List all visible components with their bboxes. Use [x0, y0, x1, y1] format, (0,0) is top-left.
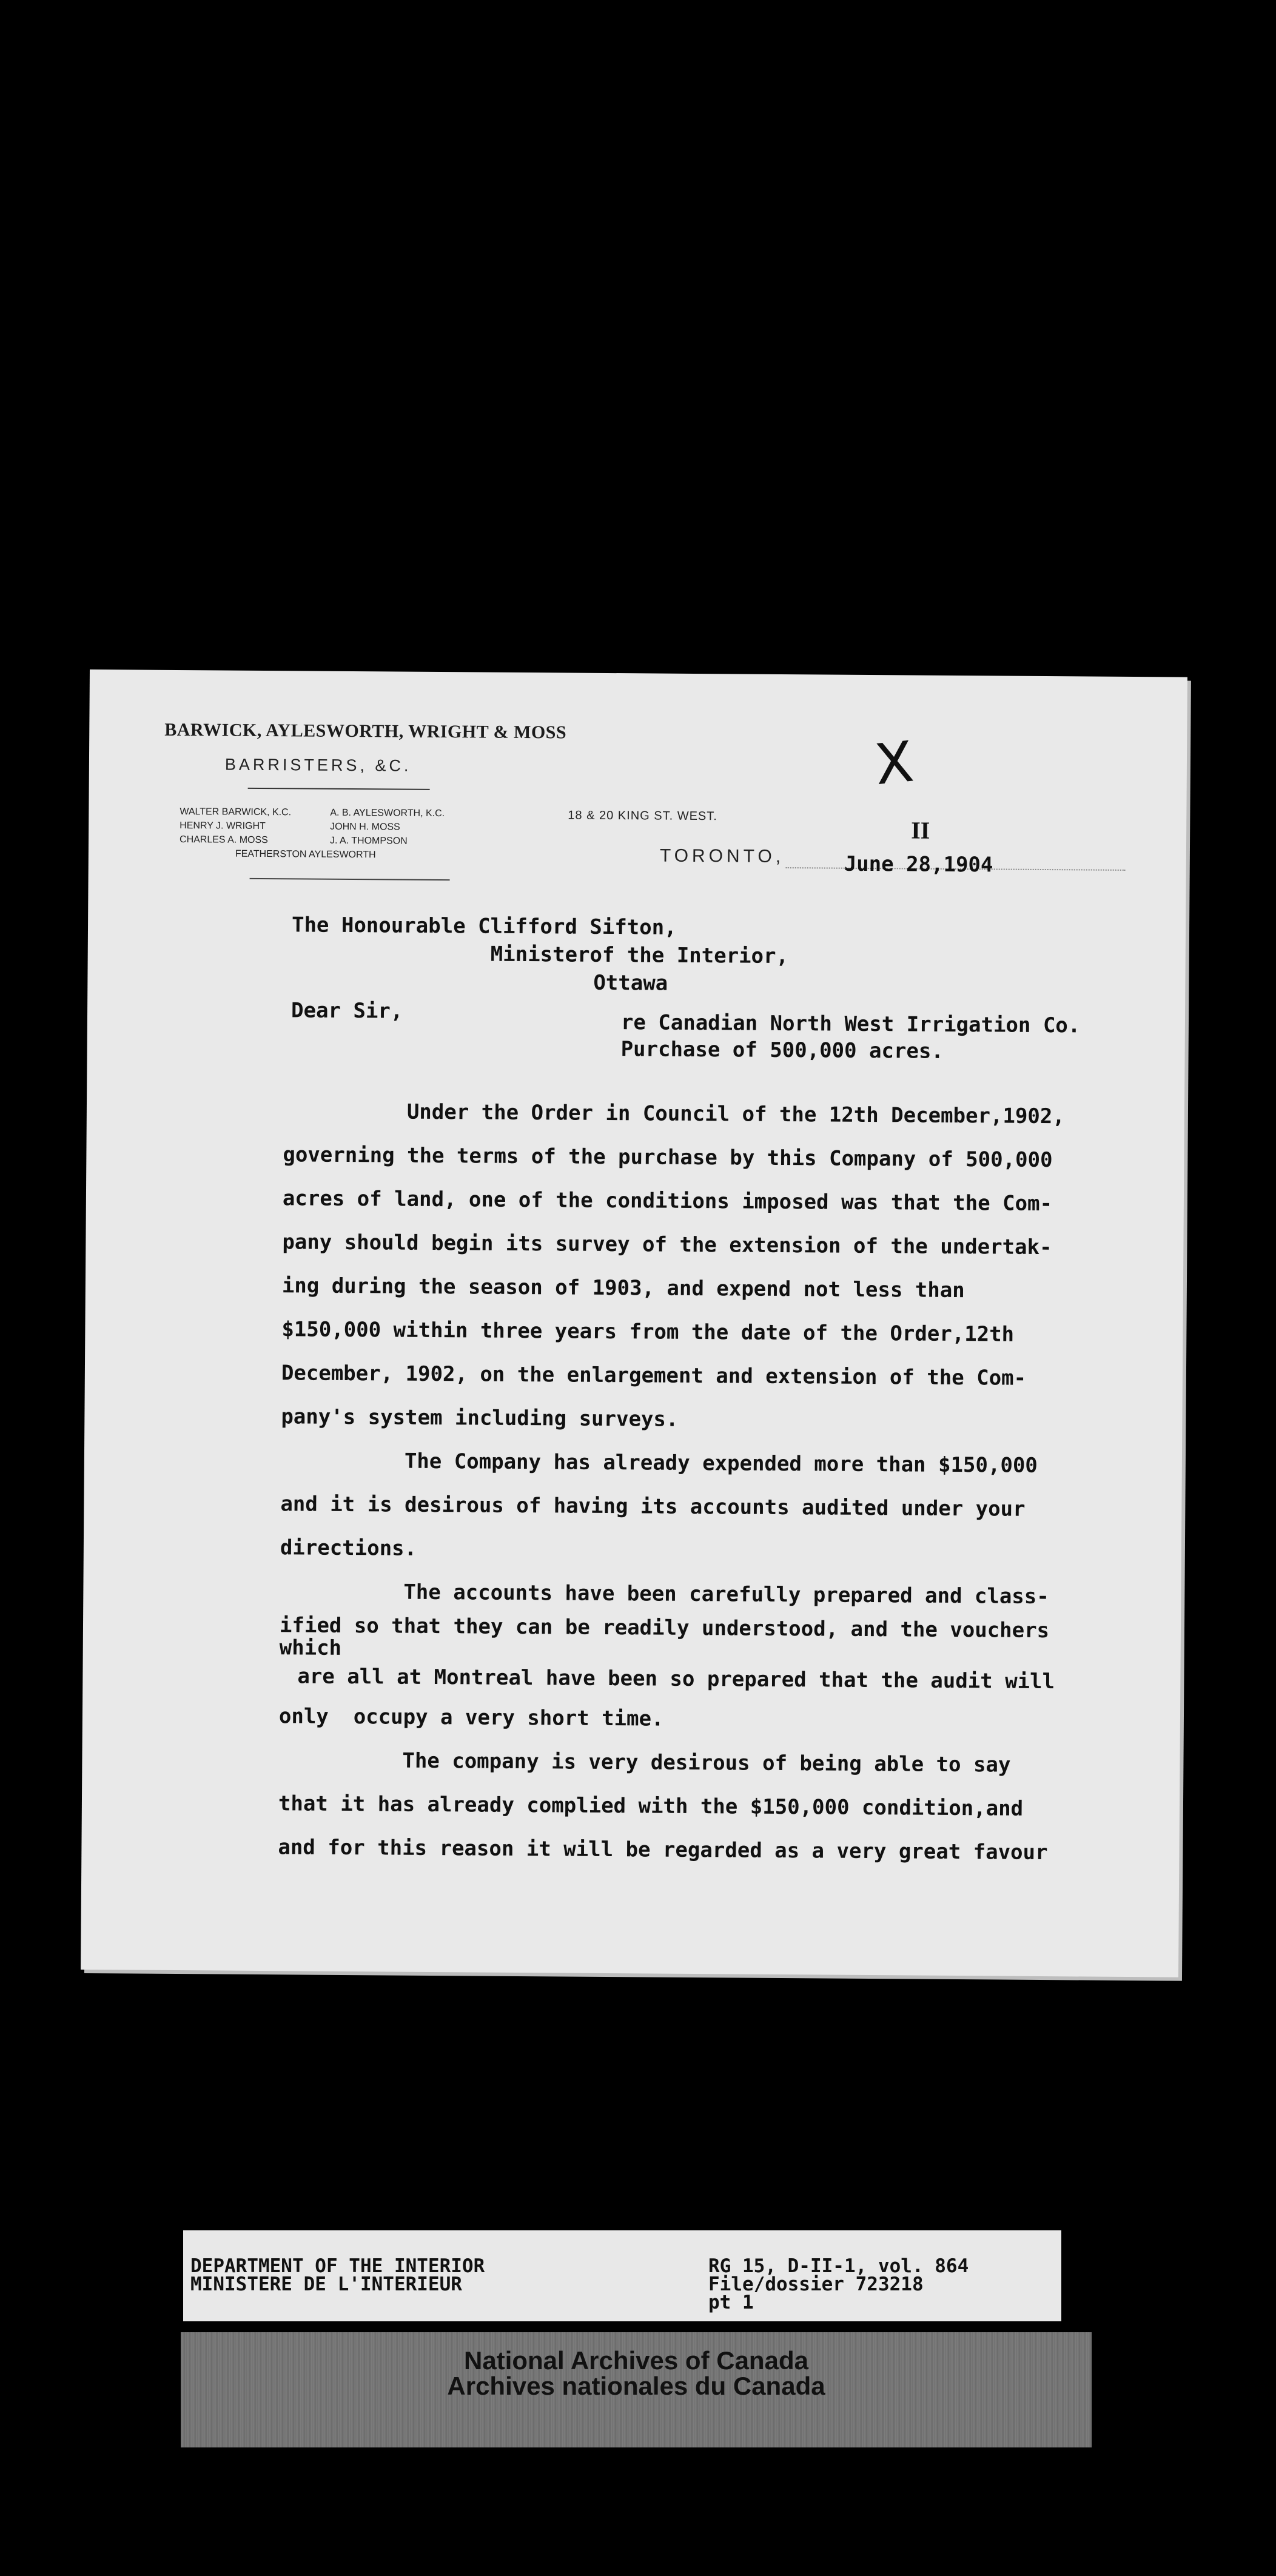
- body-line: pany's system including surveys.: [281, 1404, 679, 1432]
- partner-name: FEATHERSTON AYLESWORTH: [235, 848, 376, 860]
- body-line: acres of land, one of the conditions imposed was that the Com-: [282, 1186, 1053, 1216]
- letterhead-firm-name: BARWICK, AYLESWORTH, WRIGHT & MOSS: [164, 719, 567, 743]
- body-line: and it is desirous of having its accounts audited under your: [280, 1492, 1026, 1521]
- body-line: $150,000 within three years from the date of the Order,12th: [281, 1317, 1015, 1347]
- letterhead-rule: [248, 788, 430, 790]
- partner-name: J. A. THOMPSON: [329, 835, 408, 847]
- addressee-line: Ottawa: [593, 970, 668, 996]
- letterhead-address: 18 & 20 KING ST. WEST.: [568, 808, 717, 823]
- partner-name: JOHN H. MOSS: [330, 821, 400, 833]
- stamp-dept-en: DEPARTMENT OF THE INTERIOR: [190, 2255, 485, 2277]
- archives-name-en: National Archives of Canada: [464, 2346, 808, 2375]
- letterhead-partners: [180, 805, 508, 863]
- partner-name: HENRY J. WRIGHT: [180, 820, 266, 832]
- body-line-insertion: which: [279, 1635, 342, 1660]
- letterhead-city: TORONTO,: [659, 845, 785, 867]
- stamp-ref: RG 15, D-II-1, vol. 864: [708, 2255, 969, 2277]
- stamp-part: pt 1: [708, 2292, 754, 2313]
- handwritten-x-mark: X: [871, 729, 917, 798]
- body-line: The accounts have been carefully prepared and class-: [403, 1580, 1049, 1609]
- letter-body: [278, 1089, 1126, 1875]
- body-line: ing during the season of 1903, and expend not less than: [281, 1273, 965, 1303]
- body-line: The Company has already expended more than $150,000: [404, 1449, 1038, 1478]
- partner-name: WALTER BARWICK, K.C.: [180, 807, 292, 818]
- letter-date: June 28,1904: [844, 851, 993, 877]
- body-line: are all at Montreal have been so prepared that the audit will: [297, 1664, 1055, 1694]
- stamp-department: [190, 2257, 485, 2293]
- addressee-block: [291, 911, 788, 998]
- letterhead-rule: [250, 878, 450, 880]
- archive-reference-stamp: [183, 2230, 1061, 2321]
- re-line: Purchase of 500,000 acres.: [620, 1037, 944, 1064]
- archives-name-fr: Archives nationales du Canada: [447, 2372, 825, 2400]
- re-block: [620, 1009, 1080, 1065]
- body-line: directions.: [280, 1535, 417, 1561]
- body-line: ified so that they can be readily understood, and the vouchers: [279, 1613, 1050, 1643]
- body-line: pany should begin its survey of the extension of the undertak-: [282, 1230, 1052, 1260]
- body-line: The company is very desirous of being able to say: [402, 1748, 1011, 1777]
- body-line: December, 1902, on the enlargement and extension of the Com-: [281, 1361, 1027, 1390]
- stamp-reference: [708, 2257, 969, 2312]
- salutation: Dear Sir,: [290, 998, 403, 1024]
- re-line: re Canadian North West Irrigation Co.: [620, 1010, 1081, 1038]
- archives-names: [181, 2348, 1092, 2399]
- file-numeral-mark: II: [911, 816, 930, 844]
- body-line: Under the Order in Council of the 12th December,1902,: [406, 1099, 1065, 1129]
- stamp-dept-fr: MINISTERE DE L'INTERIEUR: [190, 2273, 462, 2295]
- archives-banner: [181, 2332, 1092, 2447]
- addressee-line: The Honourable Clifford Sifton,: [291, 913, 677, 940]
- letter-page: [81, 669, 1187, 1977]
- letterhead-profession: BARRISTERS, &C.: [224, 755, 412, 775]
- body-line: only occupy a very short time.: [278, 1704, 664, 1731]
- partner-name: A. B. AYLESWORTH, K.C.: [330, 807, 445, 819]
- body-line: and for this reason it will be regarded as a very great favour: [278, 1835, 1048, 1865]
- partner-name: CHARLES A. MOSS: [179, 834, 268, 846]
- body-line: governing the terms of the purchase by this Company of 500,000: [283, 1142, 1053, 1173]
- addressee-line: Ministerof the Interior,: [490, 942, 789, 969]
- stamp-file: File/dossier 723218: [708, 2273, 924, 2295]
- body-line: that it has already complied with the $150,000 condition,and: [278, 1791, 1024, 1821]
